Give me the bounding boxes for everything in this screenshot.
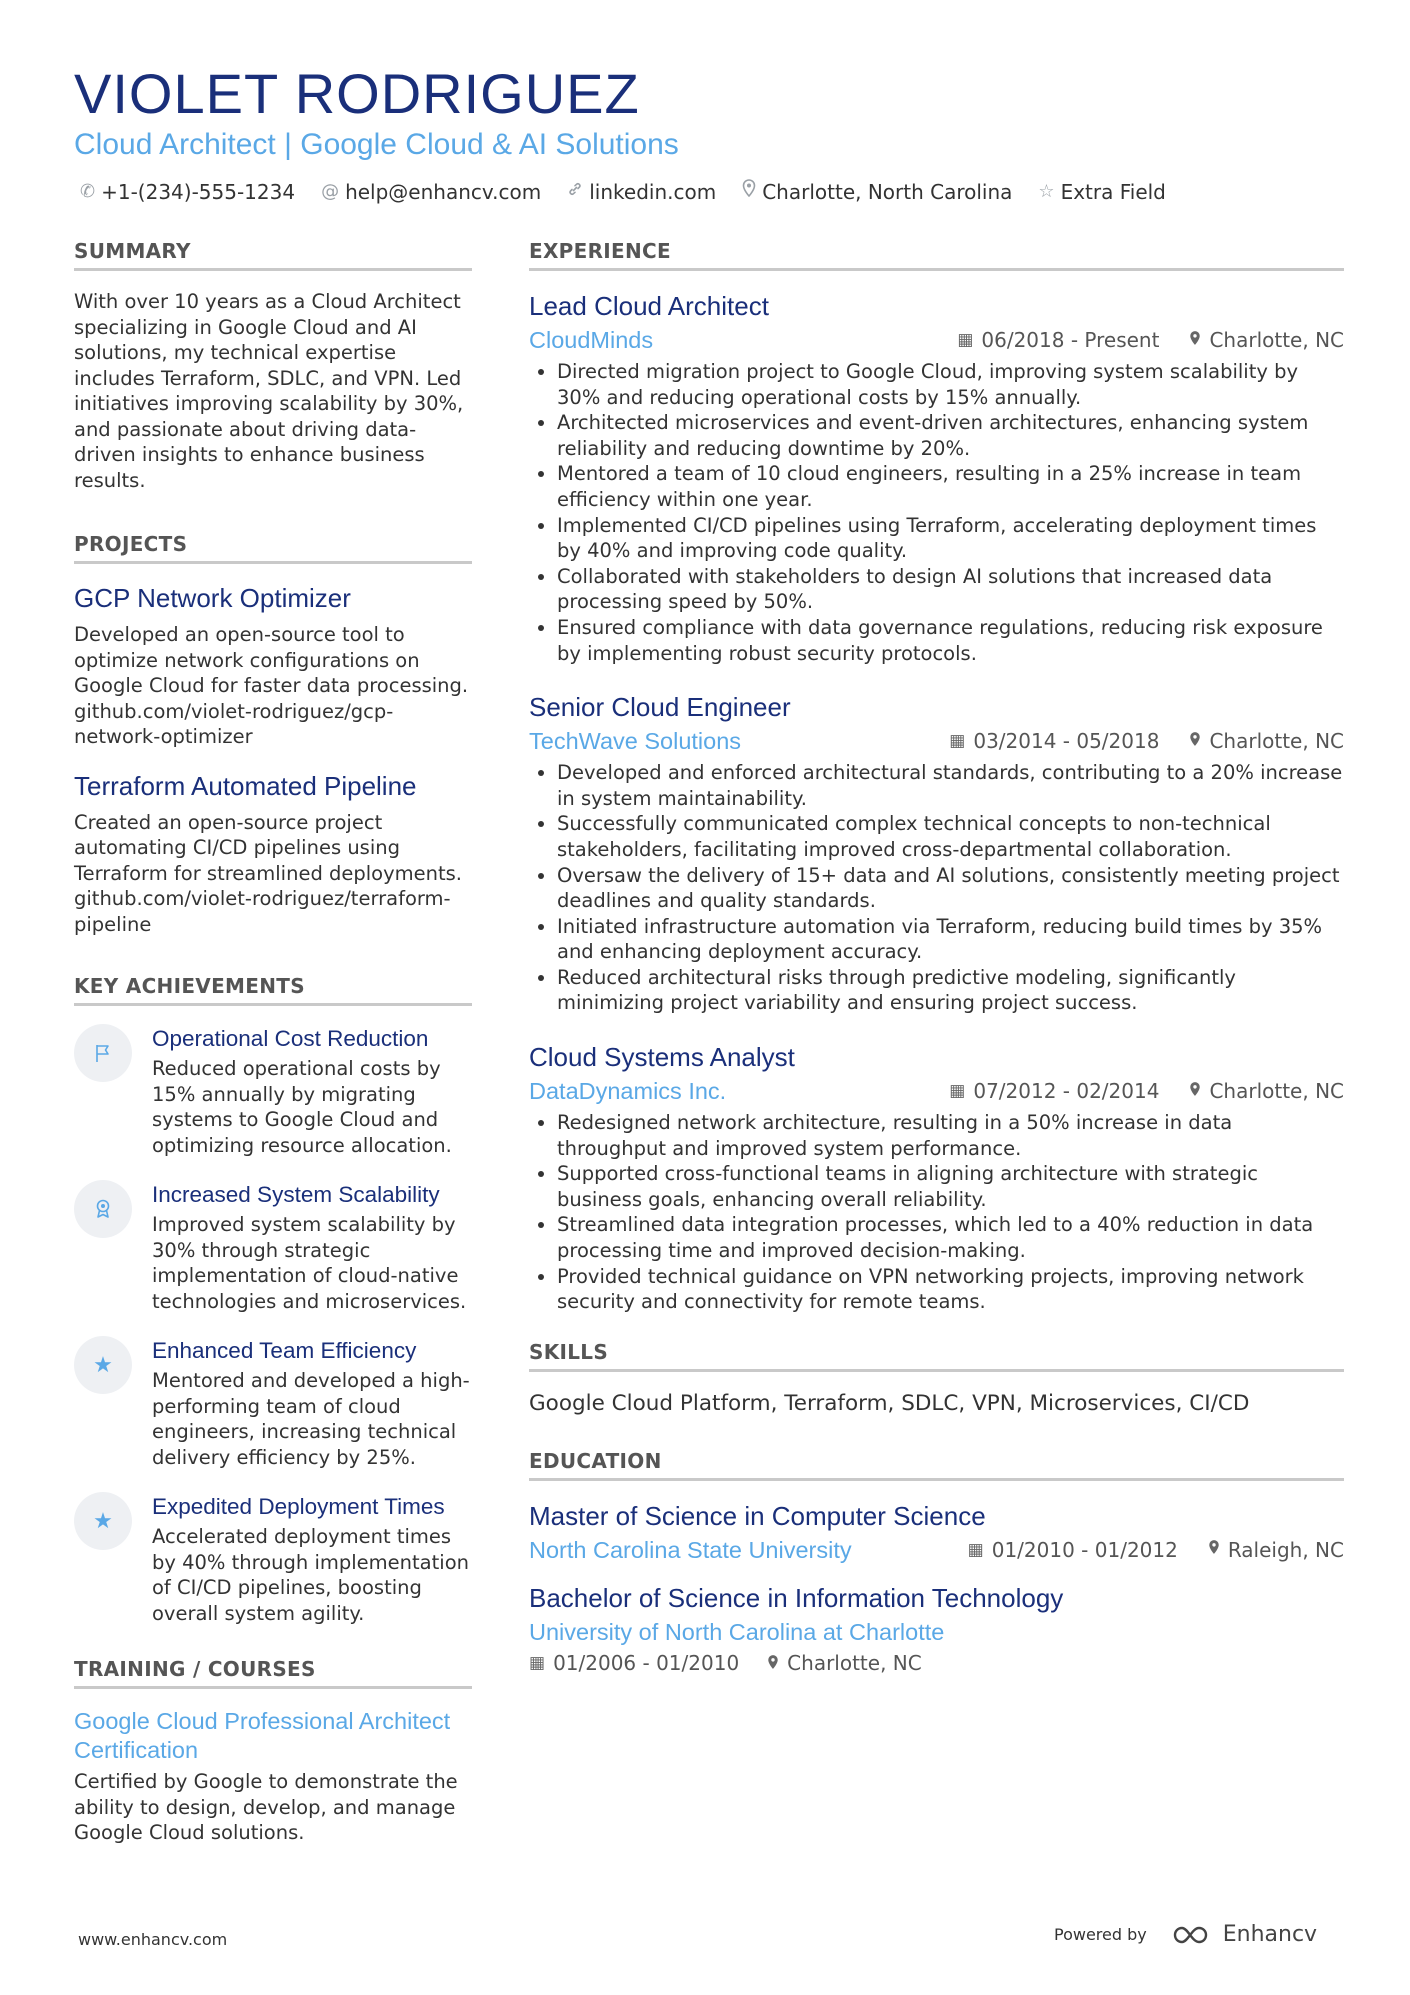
location-icon — [1208, 1539, 1220, 1560]
company-name: DataDynamics Inc. — [529, 1078, 727, 1105]
star-icon: ★ — [74, 1492, 132, 1550]
project-title: GCP Network Optimizer — [74, 583, 351, 613]
list-item: • Reduced architectural risks through predictive modeling, significantly minimizing project variability and ensuring project success. — [557, 965, 1344, 1016]
list-item: • Ensured compliance with data governance regulations, reducing risk exposure by implementing robust security protocols. — [557, 615, 1344, 666]
training-heading: TRAINING / COURSES — [74, 1656, 472, 1689]
calendar-icon: ▦ — [957, 330, 974, 350]
job-entry — [529, 289, 1344, 666]
summary-text: With over 10 years as a Cloud Architect specializing in Google Cloud and AI solutions, my technical expertise includes Terraform, SDLC, and VPN. Led initiatives improving scalability by 30%, and passionate about driving data-driven insights to enhance business results. — [74, 290, 464, 492]
education-heading: EDUCATION — [529, 1448, 1344, 1481]
contact-linkedin[interactable] — [567, 178, 716, 206]
education-entry — [529, 1499, 1344, 1565]
email-icon: @ — [321, 181, 340, 202]
brand-name: Enhancv — [1222, 1922, 1318, 1947]
job-title: Lead Cloud Architect — [529, 291, 769, 321]
education-dates: 01/2006 - 01/2010 — [553, 1650, 740, 1675]
list-item: • Architected microservices and event-driven architectures, enhancing system reliability and reducing downtime by 20%. — [557, 410, 1344, 461]
star-icon: ★ — [74, 1336, 132, 1394]
candidate-name: VIOLET RODRIGUEZ — [74, 62, 640, 125]
degree-title: Bachelor of Science in Information Technology — [529, 1582, 1064, 1613]
contact-bar — [80, 178, 1166, 206]
achievement-desc: Accelerated deployment times by 40% through implementation of CI/CD pipelines, boosting overall system agility. — [152, 1525, 469, 1625]
calendar-icon: ▦ — [967, 1539, 984, 1560]
flag-icon — [74, 1024, 132, 1082]
footer-website[interactable]: www.enhancv.com — [78, 1930, 228, 1949]
job-dates: 07/2012 - 02/2014 — [973, 1079, 1160, 1104]
achievement-item — [74, 1336, 472, 1470]
job-dates: 03/2014 - 05/2018 — [973, 729, 1160, 754]
education-location: Charlotte, NC — [787, 1650, 922, 1675]
achievement-desc: Mentored and developed a high-performing team of cloud engineers, increasing technical delivery efficiency by 25%. — [152, 1369, 470, 1469]
star-icon: ☆ — [1038, 181, 1055, 202]
job-entry — [529, 690, 1344, 1016]
powered-by-text: Powered by — [1054, 1925, 1147, 1944]
achievement-item — [74, 1180, 472, 1314]
link-icon — [567, 178, 583, 206]
course-desc: Certified by Google to demonstrate the ability to design, develop, and manage Google Cloud solutions. — [74, 1770, 458, 1844]
list-item: • Redesigned network architecture, resulting in a 50% increase in data throughput and improved system performance. — [557, 1110, 1344, 1161]
list-item: • Oversaw the delivery of 15+ data and AI solutions, consistently meeting project deadlines and quality standards. — [557, 863, 1344, 914]
achievement-title: Operational Cost Reduction — [152, 1026, 429, 1051]
education-section — [529, 1448, 1344, 1675]
school-name: University of North Carolina at Charlotte — [529, 1618, 945, 1645]
location-icon — [1189, 1081, 1201, 1102]
skills-heading: SKILLS — [529, 1339, 1344, 1372]
company-name: CloudMinds — [529, 327, 654, 353]
achievement-desc: Reduced operational costs by 15% annually by migrating systems to Google Cloud and optimizing resource allocation. — [152, 1057, 452, 1157]
award-icon — [74, 1180, 132, 1238]
left-column — [74, 238, 472, 1846]
list-item: • Provided technical guidance on VPN networking projects, improving network security and connectivity for remote teams. — [557, 1264, 1344, 1315]
list-item: • Directed migration project to Google Cloud, improving system scalability by 30% and reducing operational costs by 15% annually. — [557, 359, 1344, 410]
brand-logo[interactable] — [1171, 1922, 1317, 1947]
education-location: Raleigh, NC — [1227, 1537, 1344, 1562]
course-title: Google Cloud Professional Architect Certification — [74, 1708, 451, 1763]
footer-branding — [1054, 1922, 1317, 1947]
degree-title: Master of Science in Computer Science — [529, 1500, 986, 1531]
right-column — [529, 238, 1344, 1691]
achievement-item — [74, 1492, 472, 1626]
contact-extra — [1038, 178, 1165, 206]
calendar-icon: ▦ — [949, 731, 966, 752]
training-section — [74, 1656, 472, 1846]
list-item: • Streamlined data integration processes, which led to a 40% reduction in data processing time and improved decision-making. — [557, 1212, 1344, 1263]
achievement-title: Increased System Scalability — [152, 1182, 440, 1207]
achievement-title: Enhanced Team Efficiency — [152, 1338, 417, 1363]
project-item — [74, 582, 472, 750]
summary-section — [74, 238, 472, 493]
company-name: TechWave Solutions — [529, 728, 742, 755]
list-item: • Successfully communicated complex technical concepts to non-technical stakeholders, facilitating improved cross-departmental collaboration. — [557, 811, 1344, 862]
job-dates: 06/2018 - Present — [981, 328, 1160, 352]
education-dates: 01/2010 - 01/2012 — [991, 1537, 1178, 1562]
location-icon — [1189, 731, 1201, 752]
job-location: Charlotte, NC — [1209, 328, 1344, 352]
list-item: • Implemented CI/CD pipelines using Terraform, accelerating deployment times by 40% and improving code quality. — [557, 513, 1344, 564]
experience-section — [529, 238, 1344, 1315]
achievements-heading: KEY ACHIEVEMENTS — [74, 973, 472, 1006]
project-desc: Created an open-source project automating CI/CD pipelines using Terraform for streamlined deployments. github.com/violet-rodriguez/terraform-pipeline — [74, 810, 463, 936]
location-icon — [742, 178, 756, 206]
skills-text: Google Cloud Platform, Terraform, SDLC, VPN, Microservices, CI/CD — [529, 1390, 1250, 1416]
summary-heading: SUMMARY — [74, 238, 472, 271]
list-item: • Initiated infrastructure automation via Terraform, reducing build times by 35% and enhancing deployment accuracy. — [557, 914, 1344, 965]
projects-section — [74, 531, 472, 937]
skills-section — [529, 1339, 1344, 1418]
contact-email[interactable] — [321, 178, 541, 206]
list-item: • Developed and enforced architectural standards, contributing to a 20% increase in system maintainability. — [557, 760, 1344, 811]
job-entry — [529, 1040, 1344, 1315]
job-bullets — [529, 359, 1344, 666]
enhancv-logo-icon — [1171, 1923, 1215, 1947]
contact-location-text: Charlotte, North Carolina — [762, 180, 1013, 204]
school-name: North Carolina State University — [529, 1536, 852, 1563]
project-item — [74, 770, 472, 938]
achievement-item — [74, 1024, 472, 1158]
achievement-title: Expedited Deployment Times — [152, 1494, 445, 1519]
projects-heading: PROJECTS — [74, 531, 472, 564]
achievement-desc: Improved system scalability by 30% through strategic implementation of cloud-native technologies and microservices. — [152, 1213, 467, 1313]
list-item: • Supported cross-functional teams in aligning architecture with strategic business goals, enhancing overall reliability. — [557, 1161, 1344, 1212]
calendar-icon: ▦ — [949, 1081, 966, 1102]
contact-linkedin-text: linkedin.com — [589, 180, 717, 204]
job-location: Charlotte, NC — [1209, 729, 1344, 754]
project-desc: Developed an open-source tool to optimize network configurations on Google Cloud for faster data processing. github.com/violet-rodriguez/gcp-network-optimizer — [74, 623, 469, 748]
experience-heading: EXPERIENCE — [529, 238, 1344, 271]
job-title: Senior Cloud Engineer — [529, 692, 791, 723]
job-bullets — [529, 1110, 1344, 1315]
project-title: Terraform Automated Pipeline — [74, 770, 417, 801]
job-title: Cloud Systems Analyst — [529, 1042, 795, 1073]
job-bullets — [529, 760, 1344, 1016]
location-icon — [1189, 330, 1201, 351]
contact-email-text: help@enhancv.com — [345, 180, 542, 204]
job-location: Charlotte, NC — [1209, 1079, 1344, 1104]
location-icon — [767, 1651, 779, 1675]
education-entry — [529, 1581, 1344, 1675]
list-item: • Mentored a team of 10 cloud engineers, resulting in a 25% increase in team efficiency within one year. — [557, 461, 1344, 512]
achievements-section — [74, 973, 472, 1626]
calendar-icon: ▦ — [529, 1652, 546, 1673]
phone-icon: ✆ — [80, 181, 96, 202]
contact-phone-text: +1-(234)-555-1234 — [101, 180, 296, 204]
list-item: • Collaborated with stakeholders to design AI solutions that increased data processing speed by 50%. — [557, 564, 1344, 615]
contact-extra-text: Extra Field — [1060, 180, 1166, 204]
contact-location — [742, 178, 1012, 206]
contact-phone[interactable] — [80, 178, 295, 206]
candidate-title: Cloud Architect | Google Cloud & AI Solutions — [74, 128, 679, 161]
